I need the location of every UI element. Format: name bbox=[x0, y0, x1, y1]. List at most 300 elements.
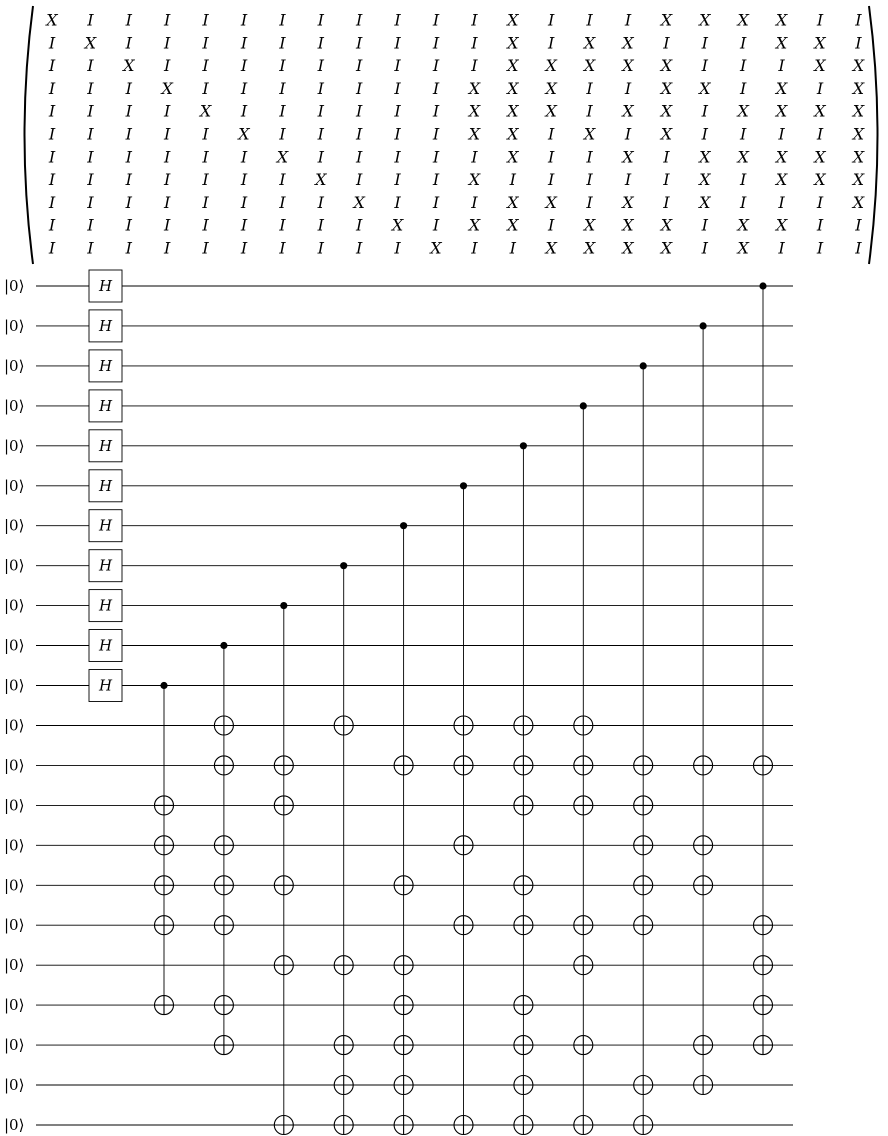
matrix-cell: I bbox=[317, 147, 324, 167]
matrix-cell: I bbox=[586, 78, 593, 98]
target-oplus bbox=[155, 916, 174, 935]
hadamard-gate-label: H bbox=[98, 396, 113, 415]
matrix-cell: I bbox=[356, 147, 363, 167]
matrix-cell: I bbox=[202, 192, 209, 212]
matrix-cell: X bbox=[276, 147, 289, 167]
initial-state-ket: |0⟩ bbox=[4, 956, 25, 975]
matrix-cell: X bbox=[353, 192, 365, 212]
target-oplus bbox=[514, 996, 533, 1015]
matrix-cell: I bbox=[125, 147, 132, 167]
initial-state-ket: |0⟩ bbox=[4, 796, 25, 815]
matrix-cell: X bbox=[814, 170, 826, 190]
matrix-cell: I bbox=[317, 192, 324, 212]
hadamard-gate bbox=[89, 270, 122, 302]
matrix-cell: I bbox=[740, 33, 747, 53]
matrix-cell: I bbox=[778, 124, 785, 144]
target-oplus bbox=[514, 796, 533, 815]
hadamard-gate-label: H bbox=[98, 356, 113, 375]
control-dot bbox=[280, 602, 287, 609]
matrix-cell: I bbox=[356, 78, 363, 98]
control-dot bbox=[460, 482, 467, 489]
hadamard-gate-label: H bbox=[98, 476, 113, 495]
cnot-gate bbox=[155, 682, 174, 1015]
matrix-cell: X bbox=[468, 78, 481, 98]
matrix-cell: I bbox=[279, 33, 286, 53]
target-oplus bbox=[634, 836, 653, 855]
matrix-cell: I bbox=[701, 56, 708, 76]
initial-state-ket: |0⟩ bbox=[4, 277, 25, 295]
matrix-cell: I bbox=[586, 170, 593, 190]
target-oplus bbox=[334, 1076, 353, 1095]
matrix-cell: I bbox=[317, 56, 324, 76]
target-oplus bbox=[694, 1036, 713, 1055]
matrix-cell: I bbox=[356, 33, 363, 53]
target-oplus bbox=[155, 836, 174, 855]
matrix-cell: I bbox=[701, 238, 708, 258]
matrix-cell: I bbox=[471, 56, 478, 76]
matrix-cell: X bbox=[737, 147, 749, 167]
matrix-cell: I bbox=[87, 215, 94, 235]
initial-state-labels bbox=[4, 277, 24, 1134]
matrix-cell: I bbox=[740, 124, 747, 144]
hadamard-gate bbox=[89, 470, 122, 502]
matrix-cell: I bbox=[624, 10, 632, 30]
matrix-cell: I bbox=[624, 78, 632, 98]
target-oplus bbox=[574, 1116, 593, 1135]
matrix-cell: X bbox=[660, 56, 673, 76]
target-oplus bbox=[334, 956, 353, 975]
matrix-cell: I bbox=[202, 124, 209, 144]
matrix-cell: I bbox=[432, 33, 440, 53]
target-oplus bbox=[155, 876, 174, 895]
matrix-cell: I bbox=[471, 192, 478, 212]
target-oplus bbox=[214, 836, 233, 855]
control-dot bbox=[160, 682, 167, 689]
control-dot bbox=[220, 642, 227, 649]
matrix-cell: I bbox=[394, 192, 401, 212]
matrix-cell: X bbox=[699, 147, 711, 167]
matrix-cell: I bbox=[202, 78, 209, 98]
matrix-cell: I bbox=[125, 10, 132, 30]
hadamard-gate-label: H bbox=[98, 676, 113, 695]
target-oplus bbox=[754, 756, 773, 775]
matrix-cell: I bbox=[816, 78, 824, 98]
cnot-gate bbox=[634, 362, 653, 1134]
matrix-cell: X bbox=[814, 147, 826, 167]
matrix-cell: I bbox=[164, 170, 171, 190]
matrix-cell: X bbox=[507, 192, 519, 212]
matrix-cell: X bbox=[660, 215, 673, 235]
matrix-cell: X bbox=[391, 215, 404, 235]
matrix-cell: I bbox=[816, 10, 824, 30]
matrix-cell: I bbox=[356, 238, 363, 258]
matrix-cell: I bbox=[855, 238, 862, 258]
target-oplus bbox=[574, 916, 593, 935]
matrix-cell: I bbox=[778, 192, 785, 212]
matrix-cell: X bbox=[852, 56, 865, 76]
hadamard-gate bbox=[89, 390, 122, 422]
target-oplus bbox=[574, 716, 593, 735]
matrix-cell: X bbox=[430, 238, 442, 258]
target-oplus bbox=[214, 876, 233, 895]
matrix-cell: I bbox=[87, 170, 94, 190]
matrix-cell: I bbox=[279, 56, 286, 76]
matrix-cell: I bbox=[432, 101, 440, 121]
matrix-cell: I bbox=[394, 56, 401, 76]
matrix-cell: I bbox=[279, 215, 286, 235]
matrix-cell: X bbox=[622, 56, 634, 76]
matrix-cell: I bbox=[548, 10, 555, 30]
matrix-cell: X bbox=[660, 101, 673, 121]
matrix-cell: I bbox=[701, 124, 708, 144]
matrix-cell: I bbox=[394, 147, 401, 167]
target-oplus bbox=[214, 756, 233, 775]
matrix-cell: X bbox=[737, 101, 749, 121]
matrix-cell: I bbox=[855, 33, 862, 53]
matrix-cell: X bbox=[852, 101, 865, 121]
target-oplus bbox=[274, 876, 293, 895]
matrix-cell: I bbox=[202, 10, 209, 30]
matrix-cell: X bbox=[775, 78, 788, 98]
matrix-cell: I bbox=[202, 56, 209, 76]
matrix-cell: I bbox=[509, 238, 516, 258]
matrix-cell: I bbox=[240, 78, 248, 98]
matrix-cell: X bbox=[737, 238, 749, 258]
cnot-gate bbox=[754, 282, 773, 1054]
control-dot bbox=[759, 282, 766, 289]
matrix-cell: I bbox=[586, 10, 593, 30]
target-oplus bbox=[274, 1116, 293, 1135]
matrix-cell: X bbox=[238, 124, 250, 144]
matrix-cell: X bbox=[507, 33, 519, 53]
matrix-cell: X bbox=[852, 124, 865, 144]
matrix-cell: I bbox=[394, 78, 401, 98]
matrix-cell: X bbox=[583, 56, 596, 76]
target-oplus bbox=[394, 1036, 413, 1055]
matrix-cell: I bbox=[279, 238, 286, 258]
matrix-cell: X bbox=[545, 238, 557, 258]
initial-state-ket: |0⟩ bbox=[4, 436, 25, 455]
matrix-cell: I bbox=[87, 78, 94, 98]
matrix-cell: I bbox=[125, 170, 132, 190]
target-oplus bbox=[214, 716, 233, 735]
matrix-cell: I bbox=[202, 215, 209, 235]
target-oplus bbox=[514, 1036, 533, 1055]
matrix-cell: I bbox=[125, 78, 132, 98]
target-oplus bbox=[214, 996, 233, 1015]
matrix-cell: I bbox=[240, 33, 248, 53]
matrix-cell: X bbox=[622, 101, 634, 121]
matrix-cell: I bbox=[279, 10, 286, 30]
matrix-cell: I bbox=[663, 147, 670, 167]
matrix-cell: I bbox=[394, 33, 401, 53]
control-dot bbox=[640, 362, 647, 369]
matrix-cell: I bbox=[87, 56, 94, 76]
initial-state-ket: |0⟩ bbox=[4, 316, 25, 335]
matrix-cell: I bbox=[279, 78, 286, 98]
target-oplus bbox=[754, 1036, 773, 1055]
matrix-cell: I bbox=[164, 33, 171, 53]
matrix-cell: I bbox=[701, 101, 708, 121]
matrix-cell: I bbox=[471, 10, 478, 30]
matrix-cell: X bbox=[622, 33, 634, 53]
control-dot bbox=[400, 522, 407, 529]
matrix-cell: I bbox=[394, 101, 401, 121]
matrix-cell: I bbox=[240, 101, 248, 121]
target-oplus bbox=[514, 756, 533, 775]
target-oplus bbox=[454, 1116, 473, 1135]
matrix-cell: I bbox=[48, 56, 56, 76]
matrix-cell: I bbox=[48, 147, 56, 167]
target-oplus bbox=[454, 836, 473, 855]
matrix-cell: X bbox=[507, 78, 519, 98]
control-dot bbox=[340, 562, 347, 569]
matrix-cell: I bbox=[432, 215, 440, 235]
matrix-cell: X bbox=[583, 238, 596, 258]
target-oplus bbox=[634, 1076, 653, 1095]
hadamard-gate bbox=[89, 310, 122, 342]
matrix-cell: I bbox=[240, 215, 248, 235]
hadamard-gate-label: H bbox=[98, 316, 113, 335]
target-oplus bbox=[514, 1076, 533, 1095]
matrix-cell: I bbox=[48, 101, 56, 121]
initial-state-ket: |0⟩ bbox=[4, 916, 25, 935]
matrix-cell: I bbox=[855, 215, 862, 235]
matrix-cell: I bbox=[740, 170, 747, 190]
matrix-cell: X bbox=[852, 78, 865, 98]
matrix-cell: I bbox=[48, 215, 56, 235]
matrix-cell: I bbox=[279, 192, 286, 212]
matrix-cell: I bbox=[778, 238, 785, 258]
initial-state-ket: |0⟩ bbox=[4, 996, 25, 1015]
matrix-cell: X bbox=[315, 170, 327, 190]
target-oplus bbox=[574, 1036, 593, 1055]
matrix-cell: X bbox=[660, 124, 673, 144]
initial-state-ket: |0⟩ bbox=[4, 556, 25, 575]
matrix-cell: I bbox=[240, 56, 248, 76]
matrix-cell: I bbox=[317, 78, 324, 98]
matrix-cell: I bbox=[87, 10, 94, 30]
target-oplus bbox=[274, 956, 293, 975]
matrix-cell: I bbox=[164, 147, 171, 167]
target-oplus bbox=[454, 716, 473, 735]
matrix-cell: I bbox=[432, 10, 440, 30]
matrix-cell: I bbox=[48, 238, 56, 258]
matrix-cell: I bbox=[48, 78, 56, 98]
matrix-cell: I bbox=[740, 192, 747, 212]
matrix-right-paren bbox=[869, 6, 878, 264]
pauli-matrix bbox=[25, 6, 878, 264]
hadamard-gate bbox=[89, 630, 122, 662]
matrix-cell: X bbox=[507, 147, 519, 167]
matrix-cell: I bbox=[356, 101, 363, 121]
matrix-cell: X bbox=[699, 10, 711, 30]
matrix-cell: I bbox=[317, 10, 324, 30]
matrix-cell: I bbox=[586, 192, 593, 212]
initial-state-ket: |0⟩ bbox=[4, 596, 25, 615]
matrix-cell: X bbox=[814, 101, 826, 121]
cnot-gate bbox=[574, 402, 593, 1134]
matrix-cell: I bbox=[317, 238, 324, 258]
matrix-cell: X bbox=[622, 215, 634, 235]
matrix-cell: I bbox=[816, 192, 824, 212]
target-oplus bbox=[694, 1076, 713, 1095]
matrix-cell: X bbox=[507, 56, 519, 76]
matrix-cell: I bbox=[48, 192, 56, 212]
matrix-cell: I bbox=[432, 192, 440, 212]
hadamard-gate bbox=[89, 510, 122, 542]
matrix-cell: X bbox=[814, 56, 826, 76]
target-oplus bbox=[394, 1076, 413, 1095]
matrix-cell: X bbox=[660, 78, 673, 98]
matrix-cell: X bbox=[583, 215, 596, 235]
matrix-cell: X bbox=[660, 10, 673, 30]
matrix-cell: I bbox=[87, 238, 94, 258]
matrix-cell: I bbox=[432, 147, 440, 167]
matrix-cell: I bbox=[432, 56, 440, 76]
hadamard-gate-label: H bbox=[98, 636, 113, 655]
matrix-cell: I bbox=[317, 101, 324, 121]
initial-state-ket: |0⟩ bbox=[4, 676, 25, 695]
matrix-cell: I bbox=[87, 192, 94, 212]
cnot-gate bbox=[394, 522, 413, 1134]
target-oplus bbox=[334, 716, 353, 735]
cnot-gate bbox=[274, 602, 293, 1135]
matrix-cells bbox=[44, 11, 864, 258]
matrix-cell: X bbox=[583, 33, 596, 53]
matrix-cell: X bbox=[507, 215, 519, 235]
matrix-cell: I bbox=[240, 170, 248, 190]
matrix-cell: I bbox=[356, 124, 363, 144]
quantum-circuit bbox=[4, 270, 793, 1135]
matrix-cell: I bbox=[548, 33, 555, 53]
matrix-cell: X bbox=[507, 124, 519, 144]
matrix-cell: I bbox=[394, 238, 401, 258]
matrix-cell: X bbox=[775, 10, 788, 30]
cnot-gate bbox=[214, 642, 233, 1055]
target-oplus bbox=[574, 956, 593, 975]
matrix-cell: X bbox=[545, 56, 557, 76]
matrix-cell: X bbox=[507, 10, 519, 30]
initial-state-ket: |0⟩ bbox=[4, 476, 25, 495]
matrix-cell: X bbox=[84, 33, 97, 53]
matrix-cell: I bbox=[432, 124, 440, 144]
matrix-cell: X bbox=[468, 215, 481, 235]
matrix-cell: I bbox=[394, 170, 401, 190]
target-oplus bbox=[334, 1116, 353, 1135]
target-oplus bbox=[394, 996, 413, 1015]
matrix-left-paren bbox=[25, 6, 34, 264]
target-oplus bbox=[634, 916, 653, 935]
matrix-cell: I bbox=[356, 56, 363, 76]
matrix-cell: I bbox=[202, 170, 209, 190]
matrix-cell: I bbox=[663, 170, 670, 190]
target-oplus bbox=[634, 756, 653, 775]
matrix-cell: I bbox=[624, 124, 632, 144]
matrix-cell: X bbox=[199, 101, 212, 121]
matrix-cell: I bbox=[548, 124, 555, 144]
hadamard-gate bbox=[89, 550, 122, 582]
matrix-cell: I bbox=[279, 170, 286, 190]
matrix-cell: X bbox=[545, 101, 557, 121]
initial-state-ket: |0⟩ bbox=[4, 636, 25, 655]
target-oplus bbox=[514, 876, 533, 895]
matrix-cell: I bbox=[548, 215, 555, 235]
matrix-cell: I bbox=[816, 215, 824, 235]
matrix-cell: I bbox=[164, 192, 171, 212]
matrix-cell: X bbox=[775, 33, 788, 53]
matrix-cell: I bbox=[471, 33, 478, 53]
matrix-cell: X bbox=[468, 124, 481, 144]
target-oplus bbox=[214, 1036, 233, 1055]
hadamard-gate-label: H bbox=[98, 277, 113, 295]
hadamard-gate-label: H bbox=[98, 436, 113, 455]
matrix-cell: X bbox=[737, 215, 749, 235]
matrix-cell: I bbox=[164, 238, 171, 258]
matrix-cell: I bbox=[471, 147, 478, 167]
matrix-cell: I bbox=[125, 101, 132, 121]
matrix-cell: X bbox=[699, 78, 711, 98]
matrix-cell: I bbox=[48, 33, 56, 53]
matrix-cell: I bbox=[317, 124, 324, 144]
matrix-cell: X bbox=[775, 215, 788, 235]
target-oplus bbox=[754, 996, 773, 1015]
matrix-cell: I bbox=[87, 147, 94, 167]
matrix-cell: I bbox=[164, 10, 171, 30]
target-oplus bbox=[394, 1116, 413, 1135]
matrix-cell: I bbox=[125, 238, 132, 258]
matrix-cell: X bbox=[545, 78, 557, 98]
hadamard-gate-label: H bbox=[98, 516, 113, 535]
hadamard-gate bbox=[89, 430, 122, 462]
matrix-cell: I bbox=[816, 238, 824, 258]
target-oplus bbox=[574, 796, 593, 815]
initial-state-ket: |0⟩ bbox=[4, 876, 25, 895]
matrix-cell: I bbox=[202, 238, 209, 258]
control-dot bbox=[520, 442, 527, 449]
target-oplus bbox=[394, 956, 413, 975]
cnot-gate bbox=[694, 322, 713, 1094]
target-oplus bbox=[634, 1116, 653, 1135]
matrix-cell: I bbox=[125, 192, 132, 212]
target-oplus bbox=[634, 796, 653, 815]
matrix-cell: I bbox=[663, 192, 670, 212]
matrix-cell: X bbox=[622, 192, 634, 212]
matrix-cell: I bbox=[164, 124, 171, 144]
matrix-cell: I bbox=[317, 215, 324, 235]
matrix-cell: X bbox=[852, 147, 865, 167]
target-oplus bbox=[454, 756, 473, 775]
matrix-cell: X bbox=[468, 101, 481, 121]
matrix-cell: I bbox=[509, 170, 516, 190]
target-oplus bbox=[634, 876, 653, 895]
target-oplus bbox=[454, 916, 473, 935]
matrix-cell: I bbox=[48, 124, 56, 144]
control-dot bbox=[580, 402, 587, 409]
matrix-cell: I bbox=[317, 33, 324, 53]
hadamard-gate-label: H bbox=[98, 596, 113, 615]
matrix-cell: I bbox=[586, 147, 593, 167]
initial-state-ket: |0⟩ bbox=[4, 716, 25, 735]
initial-state-ket: |0⟩ bbox=[4, 1116, 25, 1134]
matrix-cell: I bbox=[855, 10, 862, 30]
matrix-cell: I bbox=[778, 56, 785, 76]
initial-state-ket: |0⟩ bbox=[4, 836, 25, 855]
matrix-cell: I bbox=[356, 215, 363, 235]
matrix-cell: X bbox=[622, 238, 634, 258]
target-oplus bbox=[155, 996, 174, 1015]
matrix-cell: I bbox=[164, 101, 171, 121]
